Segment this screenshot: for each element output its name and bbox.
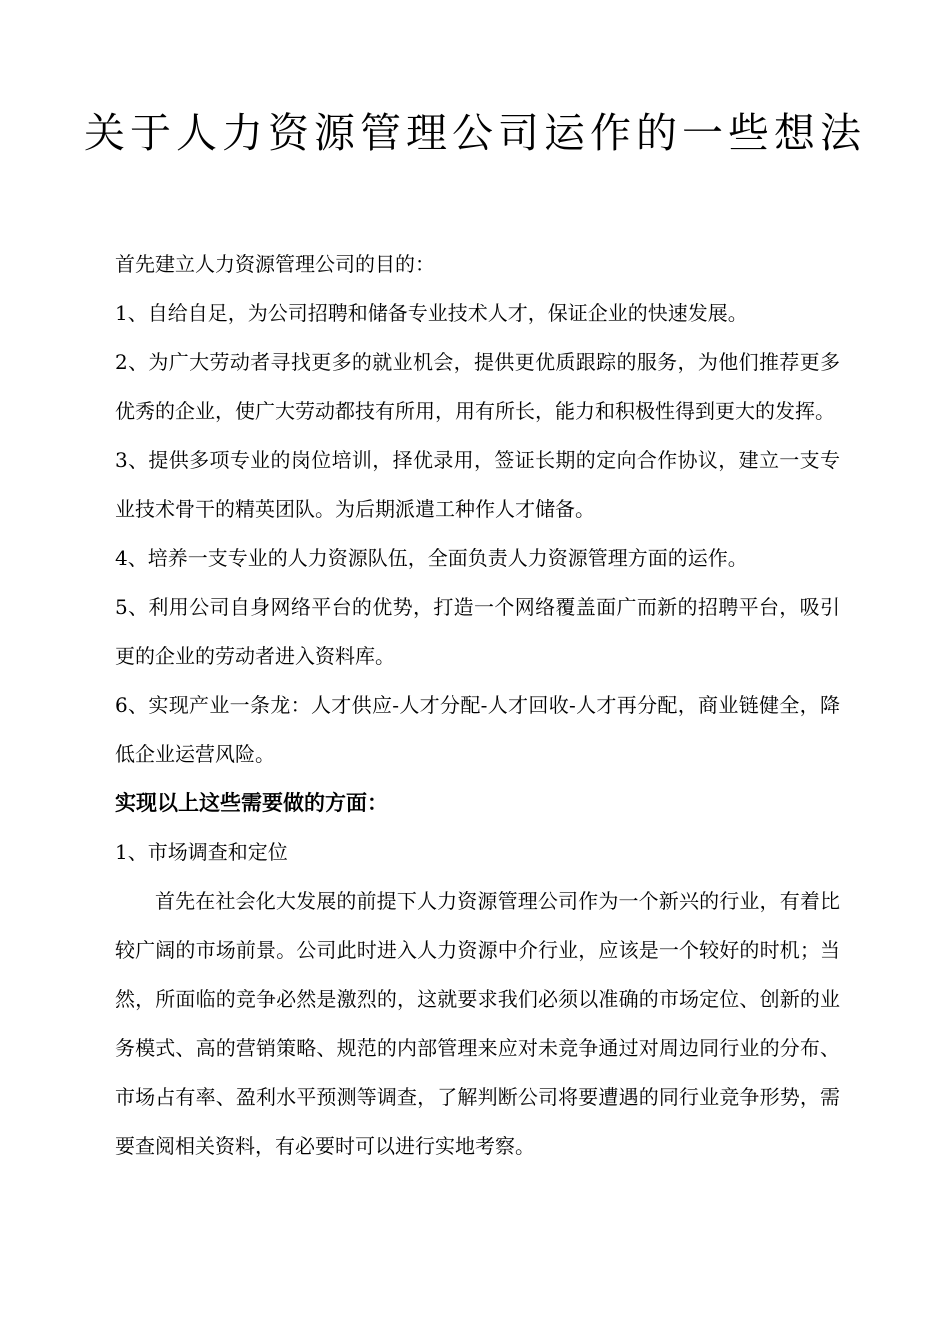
document-body bbox=[115, 240, 840, 1171]
purpose-item-4: 4、培养一支专业的人力资源队伍，全面负责人力资源管理方面的运作。 bbox=[115, 546, 748, 570]
purpose-item-1: 1、自给自足，为公司招聘和储备专业技术人才，保证企业的快速发展。 bbox=[115, 301, 748, 325]
purpose-item-3: 3、提供多项专业的岗位培训，择优录用，签证长期的定向合作协议，建立一支专业技术骨干的精英团队。为后期派遣工种作人才储备。 bbox=[115, 448, 840, 521]
intro-line: 首先建立人力资源管理公司的目的： bbox=[115, 252, 435, 276]
document-title: 关于人力资源管理公司运作的一些想法 bbox=[84, 109, 866, 157]
purpose-item-2: 2、为广大劳动者寻找更多的就业机会，提供更优质跟踪的服务，为他们推荐更多优秀的企业，使广大劳动都技有所用，用有所长，能力和积极性得到更大的发挥。 bbox=[115, 350, 840, 423]
section-heading: 实现以上这些需要做的方面： bbox=[115, 791, 388, 815]
section-1-heading: 1、市场调查和定位 bbox=[115, 840, 288, 864]
purpose-item-5: 5、利用公司自身网络平台的优势，打造一个网络覆盖面广而新的招聘平台，吸引更的企业的劳动者进入资料库。 bbox=[115, 595, 840, 668]
section-1-paragraph: 首先在社会化大发展的前提下人力资源管理公司作为一个新兴的行业，有着比较广阔的市场前景。公司此时进入人力资源中介行业，应该是一个较好的时机；当然，所面临的竞争必然是激烈的，这就要求我们必须以准确的市场定位、创新的业务模式、高的营销策略、规范的内部管理来应对未竞争通过对周边同行业的分布、市场占有率、盈利水平预测等调查，了解判断公司将要遭遇的同行业竞争形势，需要查阅相关资料，有必要时可以进行实地考察。 bbox=[115, 889, 840, 1158]
purpose-item-6: 6、实现产业一条龙：人才供应-人才分配-人才回收-人才再分配，商业链健全，降低企业运营风险。 bbox=[115, 693, 840, 766]
